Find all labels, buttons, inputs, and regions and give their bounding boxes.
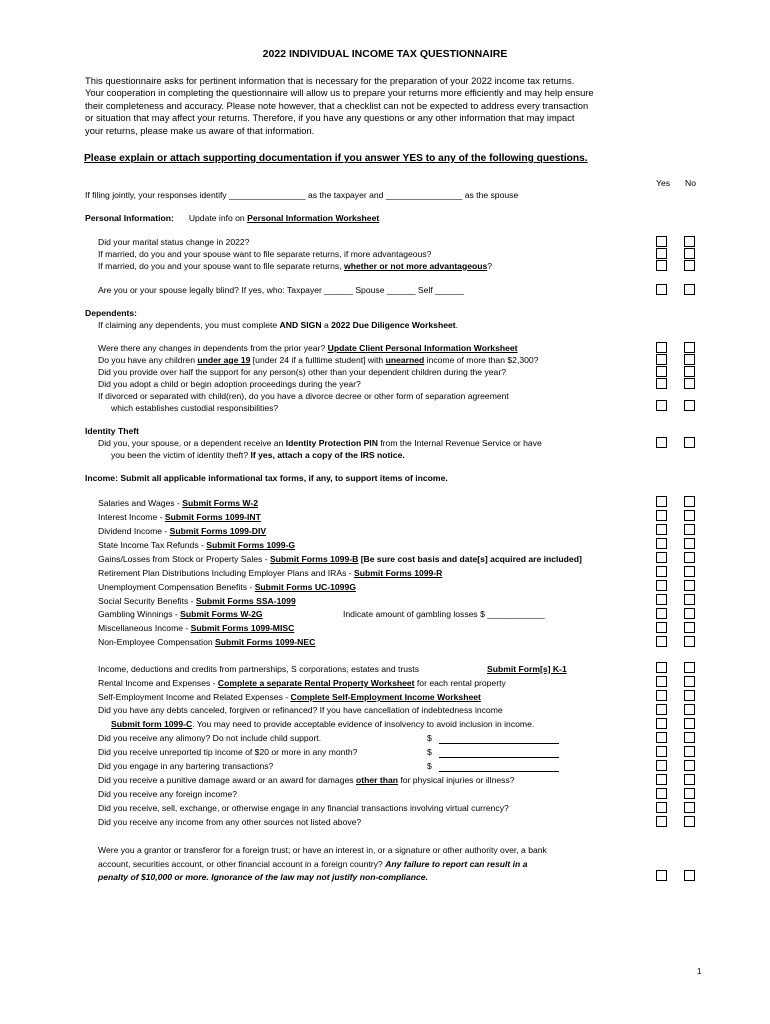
q-support-others: Did you provide over half the support for any person(s) other than your dependent children during the year? — [98, 367, 506, 377]
yes-checkbox[interactable] — [656, 284, 667, 295]
income-item: Dividend Income - Submit Forms 1099-DIV — [98, 526, 267, 536]
yes-checkbox[interactable] — [656, 676, 667, 687]
yes-checkbox[interactable] — [656, 510, 667, 521]
yes-checkbox[interactable] — [656, 524, 667, 535]
no-checkbox[interactable] — [684, 248, 695, 259]
q-children-unearned: Do you have any children under age 19 [under 24 if a fulltime student] with unearned income of more than $2,300? — [98, 355, 539, 365]
q-rental-income: Rental Income and Expenses - Complete a separate Rental Property Worksheet for each rental property — [98, 678, 506, 688]
q-debts-canceled: Did you have any debts canceled, forgiven or refinanced? If you have cancellation of indebtedness income — [98, 705, 503, 715]
income-item: State Income Tax Refunds - Submit Forms 1099-G — [98, 540, 296, 550]
intro-line: their completeness and accuracy. Please note however, that a checklist can not be expected to address every transaction — [85, 100, 589, 111]
yes-checkbox[interactable] — [656, 580, 667, 591]
no-checkbox[interactable] — [684, 236, 695, 247]
q-marital-change: Did your marital status change in 2022? — [98, 237, 250, 247]
no-checkbox[interactable] — [684, 284, 695, 295]
yes-checkbox[interactable] — [656, 366, 667, 377]
yes-checkbox[interactable] — [656, 746, 667, 757]
no-checkbox[interactable] — [684, 342, 695, 353]
yes-checkbox[interactable] — [656, 662, 667, 673]
yes-checkbox[interactable] — [656, 538, 667, 549]
no-checkbox[interactable] — [684, 870, 695, 881]
no-checkbox[interactable] — [684, 788, 695, 799]
no-checkbox[interactable] — [684, 260, 695, 271]
personal-info-line: Personal Information: Update info on Personal Information Worksheet — [85, 213, 380, 223]
yes-checkbox[interactable] — [656, 496, 667, 507]
yes-checkbox[interactable] — [656, 236, 667, 247]
no-checkbox[interactable] — [684, 718, 695, 729]
no-checkbox[interactable] — [684, 732, 695, 743]
page-title: 2022 INDIVIDUAL INCOME TAX QUESTIONNAIRE — [262, 48, 508, 60]
yes-checkbox[interactable] — [656, 622, 667, 633]
no-checkbox[interactable] — [684, 608, 695, 619]
no-checkbox[interactable] — [684, 566, 695, 577]
no-checkbox[interactable] — [684, 354, 695, 365]
q-debts-canceled-cont: Submit form 1099-C. You may need to provide acceptable evidence of insolvency to avoid inclusion in income. — [111, 719, 535, 729]
taxpayer-name-blank[interactable]: ________________ — [229, 190, 306, 200]
income-item: Interest Income - Submit Forms 1099-INT — [98, 512, 261, 522]
yes-checkbox[interactable] — [656, 608, 667, 619]
income-item: Social Security Benefits - Submit Forms SSA-1099 — [98, 596, 296, 606]
no-checkbox[interactable] — [684, 510, 695, 521]
instruction-heading: Please explain or attach supporting documentation if you answer YES to any of the following questions. — [84, 153, 588, 164]
income-item: Unemployment Compensation Benefits - Submit Forms UC-1099G — [98, 582, 356, 592]
alimony-amount-field[interactable] — [439, 743, 559, 744]
q-divorce-decree: If divorced or separated with child(ren), do you have a divorce decree or other form of separation agreement — [98, 391, 509, 401]
intro-line: or situation that may affect your returns. Therefore, if you have any questions or any other information that may impact — [85, 112, 575, 123]
yes-checkbox[interactable] — [656, 732, 667, 743]
no-checkbox[interactable] — [684, 802, 695, 813]
yes-checkbox[interactable] — [656, 437, 667, 448]
income-item: Gains/Losses from Stock or Property Sales - Submit Forms 1099-B [Be sure cost basis and date[s] acquired are included] — [98, 554, 582, 564]
no-column-header: No — [685, 178, 696, 188]
page-number: 1 — [697, 967, 702, 976]
k1-submit-note: Submit Form[s] K-1 — [487, 664, 567, 674]
yes-checkbox[interactable] — [656, 248, 667, 259]
q-bartering: Did you engage in any bartering transactions? — [98, 761, 274, 771]
q-virtual-currency: Did you receive, sell, exchange, or otherwise engage in any financial transactions involving virtual currency? — [98, 803, 509, 813]
tip-amount-field[interactable] — [439, 757, 559, 758]
no-checkbox[interactable] — [684, 400, 695, 411]
filing-jointly-line: If filing jointly, your responses identify ________________ as the taxpayer and ________________ as the spouse — [85, 190, 519, 200]
yes-checkbox[interactable] — [656, 566, 667, 577]
intro-line: your returns, please make us aware of that information. — [85, 125, 315, 136]
self-employment-worksheet-link[interactable]: Complete Self-Employment Income Worksheet — [290, 692, 481, 702]
gambling-losses-field[interactable]: Indicate amount of gambling losses $ ____________ — [343, 609, 545, 619]
no-checkbox[interactable] — [684, 538, 695, 549]
q-dependent-changes: Were there any changes in dependents from the prior year? Update Client Personal Information Worksheet — [98, 343, 518, 353]
q-foreign-account-cont: account, securities account, or other financial account in a foreign country? Any failure to report can result in a — [98, 859, 528, 869]
no-checkbox[interactable] — [684, 437, 695, 448]
rental-worksheet-link[interactable]: Complete a separate Rental Property Worksheet — [217, 678, 415, 688]
q-adoption: Did you adopt a child or begin adoption proceedings during the year? — [98, 379, 361, 389]
no-checkbox[interactable] — [684, 676, 695, 687]
yes-checkbox[interactable] — [656, 704, 667, 715]
no-checkbox[interactable] — [684, 704, 695, 715]
yes-checkbox[interactable] — [656, 354, 667, 365]
yes-checkbox[interactable] — [656, 718, 667, 729]
no-checkbox[interactable] — [684, 622, 695, 633]
yes-checkbox[interactable] — [656, 870, 667, 881]
income-item: Salaries and Wages - Submit Forms W-2 — [98, 498, 258, 508]
q-tip-income: Did you receive unreported tip income of $20 or more in any month? — [98, 747, 358, 757]
no-checkbox[interactable] — [684, 580, 695, 591]
yes-checkbox[interactable] — [656, 760, 667, 771]
no-checkbox[interactable] — [684, 774, 695, 785]
no-checkbox[interactable] — [684, 496, 695, 507]
income-item: Gambling Winnings - Submit Forms W-2G — [98, 609, 263, 619]
income-item: Miscellaneous Income - Submit Forms 1099-MISC — [98, 623, 295, 633]
q-divorce-decree-cont: which establishes custodial responsibilities? — [111, 403, 279, 413]
personal-info-worksheet-link[interactable]: Personal Information Worksheet — [247, 213, 380, 223]
yes-checkbox[interactable] — [656, 802, 667, 813]
yes-checkbox[interactable] — [656, 690, 667, 701]
no-checkbox[interactable] — [684, 636, 695, 647]
foreign-account-penalty: penalty of $10,000 or more. Ignorance of the law may not justify non-compliance. — [98, 872, 428, 882]
q-foreign-income: Did you receive any foreign income? — [98, 789, 238, 799]
yes-checkbox[interactable] — [656, 636, 667, 647]
income-item: Non-Employee Compensation Submit Forms 1099-NEC — [98, 637, 316, 647]
dependents-heading: Dependents: — [85, 308, 138, 318]
yes-checkbox[interactable] — [656, 774, 667, 785]
yes-checkbox[interactable] — [656, 260, 667, 271]
no-checkbox[interactable] — [684, 662, 695, 673]
yes-checkbox[interactable] — [656, 594, 667, 605]
income-heading: Income: Submit all applicable informational tax forms, if any, to support items of income. — [85, 473, 448, 483]
q-identity-theft-victim: you been the victim of identity theft? If yes, attach a copy of the IRS notice. — [111, 450, 405, 460]
due-diligence-note: If claiming any dependents, you must complete AND SIGN a 2022 Due Diligence Worksheet. — [98, 320, 459, 330]
yes-checkbox[interactable] — [656, 552, 667, 563]
no-checkbox[interactable] — [684, 746, 695, 757]
no-checkbox[interactable] — [684, 594, 695, 605]
spouse-name-blank[interactable]: ________________ — [385, 190, 463, 200]
q-ip-pin: Did you, your spouse, or a dependent receive an Identity Protection PIN from the Internal Revenue Service or have — [98, 438, 542, 448]
income-item: Retirement Plan Distributions Including Employer Plans and IRAs - Submit Forms 1099-R — [98, 568, 443, 578]
no-checkbox[interactable] — [684, 816, 695, 827]
yes-checkbox[interactable] — [656, 378, 667, 389]
no-checkbox[interactable] — [684, 524, 695, 535]
q-separate-regardless: If married, do you and your spouse want to file separate returns, whether or not more advantageous? — [98, 261, 493, 271]
dollar-sign: $ — [427, 733, 432, 743]
q-other-sources: Did you receive any income from any other sources not listed above? — [98, 817, 362, 827]
no-checkbox[interactable] — [684, 552, 695, 563]
barter-amount-field[interactable] — [439, 771, 559, 772]
intro-line: This questionnaire asks for pertinent information that is necessary for the preparation of your 2022 income tax returns. — [85, 75, 575, 86]
q-separate-if-advantageous: If married, do you and your spouse want to file separate returns, if more advantageous? — [98, 249, 432, 259]
q-alimony: Did you receive any alimony? Do not include child support. — [98, 733, 322, 743]
identity-theft-heading: Identity Theft — [85, 426, 139, 436]
intro-line: Your cooperation in completing the questionnaire will allow us to prepare your returns more efficiently and may help ensure — [85, 87, 594, 98]
yes-checkbox[interactable] — [656, 816, 667, 827]
yes-checkbox[interactable] — [656, 342, 667, 353]
yes-column-header: Yes — [656, 178, 671, 188]
no-checkbox[interactable] — [684, 366, 695, 377]
q-foreign-account: Were you a grantor or transferor for a foreign trust; or have an interest in, or a signature or other authority over, a bank — [98, 845, 547, 855]
q-self-employment: Self-Employment Income and Related Expenses - Complete Self-Employment Income Worksheet — [98, 692, 481, 702]
no-checkbox[interactable] — [684, 378, 695, 389]
client-info-worksheet-link[interactable]: Update Client Personal Information Worksheet — [327, 343, 518, 353]
yes-checkbox[interactable] — [656, 788, 667, 799]
dollar-sign: $ — [427, 747, 432, 757]
q-legally-blind: Are you or your spouse legally blind? If yes, who: Taxpayer ______ Spouse ______ Self ______ — [98, 285, 464, 295]
dollar-sign: $ — [427, 761, 432, 771]
no-checkbox[interactable] — [684, 760, 695, 771]
yes-checkbox[interactable] — [656, 400, 667, 411]
q-k1-income: Income, deductions and credits from partnerships, S corporations, estates and trusts — [98, 664, 419, 674]
no-checkbox[interactable] — [684, 690, 695, 701]
q-punitive-damages: Did you receive a punitive damage award or an award for damages other than for physical injuries or illness? — [98, 775, 515, 785]
